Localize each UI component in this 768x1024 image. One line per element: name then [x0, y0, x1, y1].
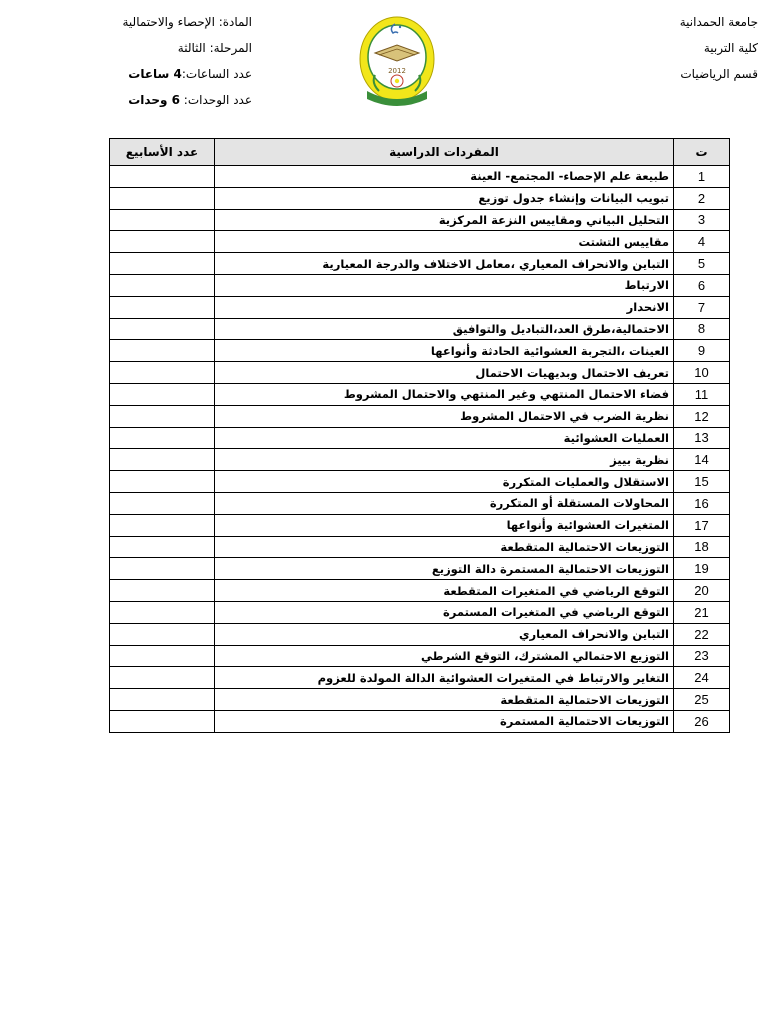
row-number: 22: [674, 623, 730, 645]
row-number: 26: [674, 710, 730, 732]
row-number: 9: [674, 340, 730, 362]
row-topic: التحليل البياني ومقاييس النزعة المركزية: [215, 209, 674, 231]
row-weeks: [110, 710, 215, 732]
row-topic: التغاير والارتباط في المتغيرات العشوائية الدالة المولدة للعزوم: [215, 667, 674, 689]
row-number: 1: [674, 166, 730, 188]
row-topic: التباين والانحراف المعياري: [215, 623, 674, 645]
row-topic: فضاء الاحتمال المنتهي وغير المنتهي والاحتمال المشروط: [215, 383, 674, 405]
row-number: 24: [674, 667, 730, 689]
table-row: [110, 362, 730, 384]
table-row: [110, 209, 730, 231]
row-topic: التوزيعات الاحتمالية المتقطعة: [215, 536, 674, 558]
row-weeks: [110, 623, 215, 645]
table-row: [110, 187, 730, 209]
units-line: [112, 92, 252, 118]
table-row: [110, 296, 730, 318]
hours-label: عدد الساعات:: [181, 67, 252, 81]
row-topic: التوقع الرياضي في المتغيرات المتقطعة: [215, 580, 674, 602]
table-row: [110, 340, 730, 362]
row-weeks: [110, 405, 215, 427]
table-row: [110, 710, 730, 732]
table-row: [110, 231, 730, 253]
row-topic: التباين والانحراف المعياري ،معامل الاختلاف والدرجة المعيارية: [215, 253, 674, 275]
row-topic: الانحدار: [215, 296, 674, 318]
table-row: [110, 645, 730, 667]
hours-value: 4 ساعات: [128, 67, 182, 81]
table-row: [110, 601, 730, 623]
row-weeks: [110, 667, 215, 689]
row-weeks: [110, 209, 215, 231]
row-weeks: [110, 580, 215, 602]
university-seal-icon: [357, 15, 437, 107]
row-number: 10: [674, 362, 730, 384]
course-info-block: [112, 14, 252, 118]
row-weeks: [110, 449, 215, 471]
row-topic: التوزيعات الاحتمالية المستمرة: [215, 710, 674, 732]
row-number: 18: [674, 536, 730, 558]
table-row: [110, 667, 730, 689]
row-number: 13: [674, 427, 730, 449]
row-weeks: [110, 274, 215, 296]
row-number: 7: [674, 296, 730, 318]
row-weeks: [110, 536, 215, 558]
row-weeks: [110, 471, 215, 493]
row-topic: الارتباط: [215, 274, 674, 296]
row-number: 23: [674, 645, 730, 667]
row-topic: العمليات العشوائية: [215, 427, 674, 449]
university-name: جامعة الحمدانية: [679, 15, 758, 29]
row-weeks: [110, 427, 215, 449]
table-row: [110, 318, 730, 340]
row-weeks: [110, 318, 215, 340]
table-row: [110, 558, 730, 580]
table-row: [110, 166, 730, 188]
subject-label: المادة: الإحصاء والاحتمالية: [122, 15, 252, 29]
row-number: 2: [674, 187, 730, 209]
row-topic: التوقع الرياضي في المتغيرات المستمرة: [215, 601, 674, 623]
row-topic: التوزيعات الاحتمالية المتقطعة: [215, 689, 674, 711]
row-number: 15: [674, 471, 730, 493]
university-seal: [357, 15, 437, 107]
table-row: [110, 536, 730, 558]
svg-text:2012: 2012: [388, 67, 406, 75]
table-row: [110, 623, 730, 645]
row-number: 5: [674, 253, 730, 275]
institution-block: [680, 14, 758, 92]
row-weeks: [110, 187, 215, 209]
row-number: 3: [674, 209, 730, 231]
table-row: [110, 689, 730, 711]
table-row: [110, 449, 730, 471]
row-weeks: [110, 601, 215, 623]
hours-line: [112, 66, 252, 92]
row-topic: العينات ،التجربة العشوائية الحادثة وأنواعها: [215, 340, 674, 362]
row-weeks: [110, 558, 215, 580]
row-topic: التوزيع الاحتمالي المشترك، التوقع الشرطي: [215, 645, 674, 667]
row-topic: المتغيرات العشوائية وأنواعها: [215, 514, 674, 536]
row-number: 8: [674, 318, 730, 340]
table-row: [110, 427, 730, 449]
row-weeks: [110, 689, 215, 711]
row-topic: طبيعة علم الإحصاء- المجتمع- العينة: [215, 166, 674, 188]
header-topic: المفردات الدراسية: [215, 139, 674, 166]
row-weeks: [110, 231, 215, 253]
row-topic: مقاييس التشتت: [215, 231, 674, 253]
row-number: 20: [674, 580, 730, 602]
table-row: [110, 405, 730, 427]
table-row: [110, 383, 730, 405]
row-number: 12: [674, 405, 730, 427]
row-number: 17: [674, 514, 730, 536]
table-row: [110, 580, 730, 602]
row-topic: الاحتمالية،طرق العد،التباديل والتوافيق: [215, 318, 674, 340]
row-weeks: [110, 514, 215, 536]
header-weeks: عدد الأسابيع: [110, 139, 215, 166]
row-topic: نظرية بييز: [215, 449, 674, 471]
row-weeks: [110, 296, 215, 318]
row-topic: الاستقلال والعمليات المتكررة: [215, 471, 674, 493]
row-number: 14: [674, 449, 730, 471]
row-weeks: [110, 645, 215, 667]
college-name: كلية التربية: [703, 41, 758, 55]
stage-label: المرحلة: الثالثة: [177, 41, 252, 55]
row-weeks: [110, 362, 215, 384]
row-number: 6: [674, 274, 730, 296]
row-number: 16: [674, 492, 730, 514]
row-topic: نظرية الضرب في الاحتمال المشروط: [215, 405, 674, 427]
row-weeks: [110, 166, 215, 188]
row-topic: المحاولات المستقلة أو المتكررة: [215, 492, 674, 514]
table-row: [110, 492, 730, 514]
units-label: عدد الوحدات:: [183, 93, 252, 107]
row-weeks: [110, 383, 215, 405]
row-number: 19: [674, 558, 730, 580]
row-weeks: [110, 340, 215, 362]
syllabus-table: [109, 138, 730, 733]
department-name: قسم الرياضيات: [680, 67, 758, 81]
row-weeks: [110, 253, 215, 275]
row-topic: التوزيعات الاحتمالية المستمرة دالة التوزيع: [215, 558, 674, 580]
table-row: [110, 274, 730, 296]
row-weeks: [110, 492, 215, 514]
table-row: [110, 253, 730, 275]
row-number: 21: [674, 601, 730, 623]
row-number: 4: [674, 231, 730, 253]
row-number: 11: [674, 383, 730, 405]
row-number: 25: [674, 689, 730, 711]
units-value: 6 وحدات: [128, 93, 180, 107]
table-header-row: [110, 139, 730, 166]
header-number: ت: [674, 139, 730, 166]
row-topic: تعريف الاحتمال وبديهيات الاحتمال: [215, 362, 674, 384]
table-row: [110, 471, 730, 493]
table-row: [110, 514, 730, 536]
row-topic: تبويب البيانات وإنشاء جدول توزيع: [215, 187, 674, 209]
